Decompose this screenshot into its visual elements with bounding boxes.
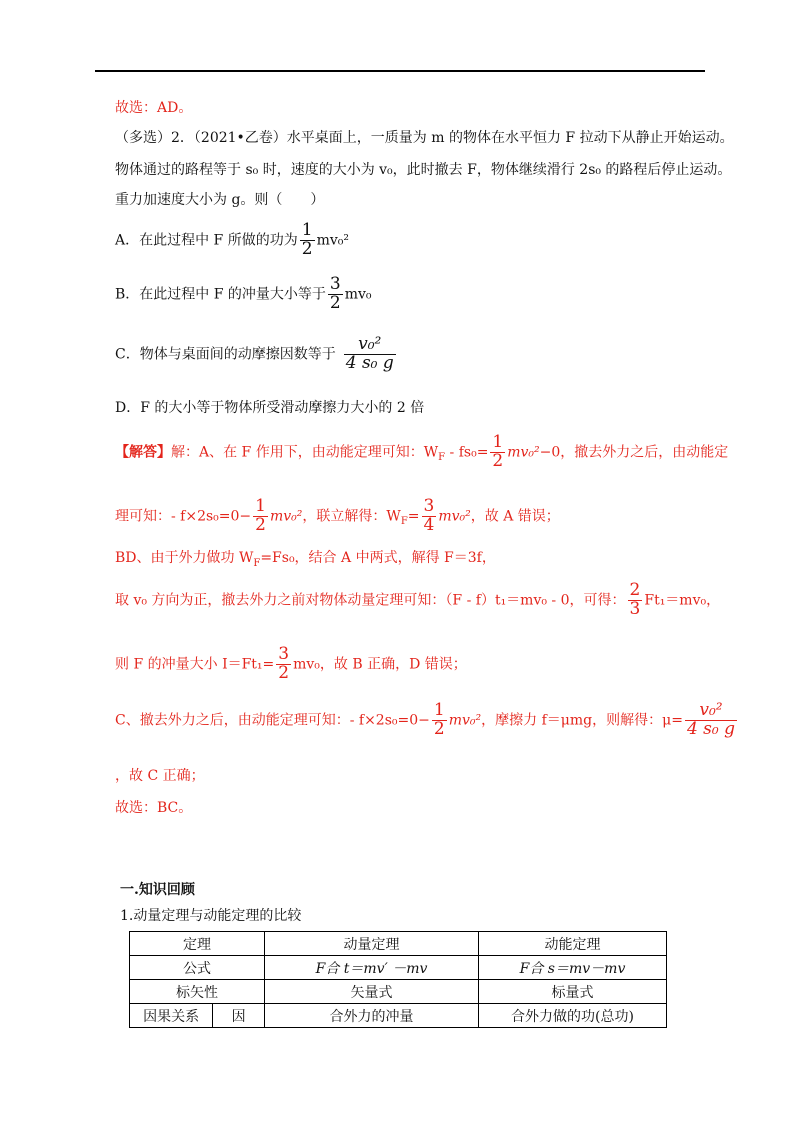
solution-text: 理可知：- f×2s₀=0− xyxy=(115,508,252,525)
frac-num: 3 xyxy=(423,496,435,516)
solution-text: C、撤去外力之后，由动能定理可知：- f×2s₀=0 xyxy=(115,712,419,729)
solution-line-3 xyxy=(115,548,496,574)
solution-text: =Fs₀，结合 A 中两式，解得 F＝3f， xyxy=(260,550,496,566)
v0-squared: v₀² xyxy=(358,334,382,354)
solution-tag: 【解答】 xyxy=(115,444,171,461)
review-heading: 一.知识回顾 xyxy=(120,882,195,898)
fraction-three-halves xyxy=(328,276,343,313)
table-cell: 因 xyxy=(213,1004,265,1028)
frac-num: 1 xyxy=(492,432,504,452)
fraction-two-thirds xyxy=(628,582,643,619)
fraction-half xyxy=(253,498,268,535)
solution-text: −0，撤去外力之后，由动能定 xyxy=(539,444,729,461)
table-cell: F合 t＝mv′ －mv xyxy=(265,956,479,980)
fraction-half xyxy=(432,702,447,739)
frac-den: 2 xyxy=(301,238,313,259)
option-c-text: C．物体与桌面间的动摩擦因数等于 xyxy=(115,346,336,363)
fraction-mu xyxy=(685,702,737,739)
solution-text: = xyxy=(407,508,420,525)
frac-den: 3 xyxy=(629,598,641,619)
four-s0-g: 4 s₀ g xyxy=(686,718,735,739)
minus-sign: − xyxy=(418,712,430,729)
fraction-three-quarters xyxy=(422,498,437,535)
option-b-text: B．在此过程中 F 的冲量大小等于 xyxy=(115,286,326,303)
fraction-mu xyxy=(344,336,396,373)
table-cell: 因果关系 xyxy=(130,1004,213,1028)
frac-num xyxy=(356,336,383,354)
option-a xyxy=(115,222,349,259)
frac-num: 1 xyxy=(255,496,266,516)
option-c xyxy=(115,336,398,373)
solution-line-6 xyxy=(115,702,739,739)
table-cell: F合 s＝mv－mv xyxy=(479,956,667,980)
header-rule xyxy=(95,70,705,72)
table-cell: 矢量式 xyxy=(265,980,479,1004)
frac-num: 2 xyxy=(629,580,641,600)
table-row xyxy=(130,980,667,1004)
question-line-3: 重力加速度大小为 g。则（ ） xyxy=(115,192,325,208)
m-v0-squared: mv₀² xyxy=(448,712,482,729)
frac-den: 2 xyxy=(492,450,504,471)
solution-line-2 xyxy=(115,498,560,535)
table-row xyxy=(130,932,667,956)
table-cell: 标量式 xyxy=(479,980,667,1004)
solution-line-1 xyxy=(115,434,728,471)
table-row xyxy=(130,956,667,980)
solution-text: ，联立解得：W xyxy=(302,508,401,525)
frac-den: 2 xyxy=(278,662,290,683)
solution-text: 解：A、在 F 作用下，由动能定理可知：W xyxy=(171,444,439,461)
option-a-tail: mv₀² xyxy=(316,232,349,249)
solution-text: = xyxy=(671,712,683,729)
solution-text: Ft₁＝mv₀， xyxy=(644,592,721,609)
frac-num: 1 xyxy=(301,220,313,240)
fraction-half xyxy=(490,434,505,471)
question-text-1: 水平桌面上，一质量为 m 的物体在水平恒力 F 拉动下从静止开始运动。 xyxy=(286,130,734,146)
subscript-F: F xyxy=(253,557,261,569)
four-s0-g: 4 s₀ g xyxy=(345,352,394,373)
frac-den: 2 xyxy=(329,292,341,313)
frac-den xyxy=(685,720,737,739)
solution-line-8: 故选：BC。 xyxy=(115,800,193,816)
v0-squared: v₀² xyxy=(699,700,723,720)
frac-num: 3 xyxy=(278,644,290,664)
option-a-text: A．在此过程中 F 所做的功为 xyxy=(115,232,298,249)
solution-text: - fs₀= xyxy=(445,444,489,461)
option-d: D．F 的大小等于物体所受滑动摩擦力大小的 2 倍 xyxy=(115,400,425,416)
review-subheading: 1.动量定理与动能定理的比较 xyxy=(120,908,302,924)
solution-text: 取 v₀ 方向为正，撤去外力之前对物体动量定理可知：（F - f）t₁＝mv₀ - 0，可得： xyxy=(115,592,626,609)
previous-answer: 故选：AD。 xyxy=(115,100,193,116)
solution-text: BD、由于外力做功 W xyxy=(115,550,254,566)
solution-text: mv₀，故 B 正确，D 错误； xyxy=(293,656,467,673)
solution-text: 则 F 的冲量大小 I＝Ft₁= xyxy=(115,656,275,673)
table-cell: 动能定理 xyxy=(479,932,667,956)
frac-num: 1 xyxy=(433,700,445,720)
option-b xyxy=(115,276,372,313)
fraction-three-halves xyxy=(276,646,291,683)
comparison-table xyxy=(129,931,667,1028)
frac-den: 2 xyxy=(433,718,445,739)
subscript-F: F xyxy=(438,452,446,464)
subscript-F: F xyxy=(400,516,408,528)
solution-text: ，摩擦力 f＝μmg，则解得：μ xyxy=(481,712,672,729)
question-prefix: （多选）2．（2021•乙卷） xyxy=(115,130,287,146)
solution-line-4 xyxy=(115,582,720,619)
solution-line-7: ，故 C 正确； xyxy=(115,768,205,784)
table-cell: 标矢性 xyxy=(130,980,265,1004)
solution-line-5 xyxy=(115,646,467,683)
m-v0-squared: mv₀² xyxy=(270,508,303,525)
table-cell: 公式 xyxy=(130,956,265,980)
frac-num xyxy=(697,702,724,720)
table-row xyxy=(130,1004,667,1028)
table-cell: 定理 xyxy=(130,932,265,956)
m-v0-squared: mv₀² xyxy=(438,508,471,525)
frac-den xyxy=(344,354,396,373)
frac-den: 2 xyxy=(255,514,266,535)
option-b-tail: mv₀ xyxy=(344,286,372,303)
table-cell: 合外力做的功(总功) xyxy=(479,1004,667,1028)
table-cell: 合外力的冲量 xyxy=(265,1004,479,1028)
question-line-1 xyxy=(115,128,734,148)
m-v0-squared: mv₀² xyxy=(507,444,540,461)
question-line-2: 物体通过的路程等于 s₀ 时，速度的大小为 v₀，此时撤去 F，物体继续滑行 2s₀ 的路程后停止运动。 xyxy=(115,162,732,178)
fraction-half xyxy=(300,222,315,259)
frac-num: 3 xyxy=(329,274,341,294)
table-cell: 动量定理 xyxy=(265,932,479,956)
solution-text: ，故 A 错误； xyxy=(470,508,560,525)
frac-den: 4 xyxy=(423,514,435,535)
